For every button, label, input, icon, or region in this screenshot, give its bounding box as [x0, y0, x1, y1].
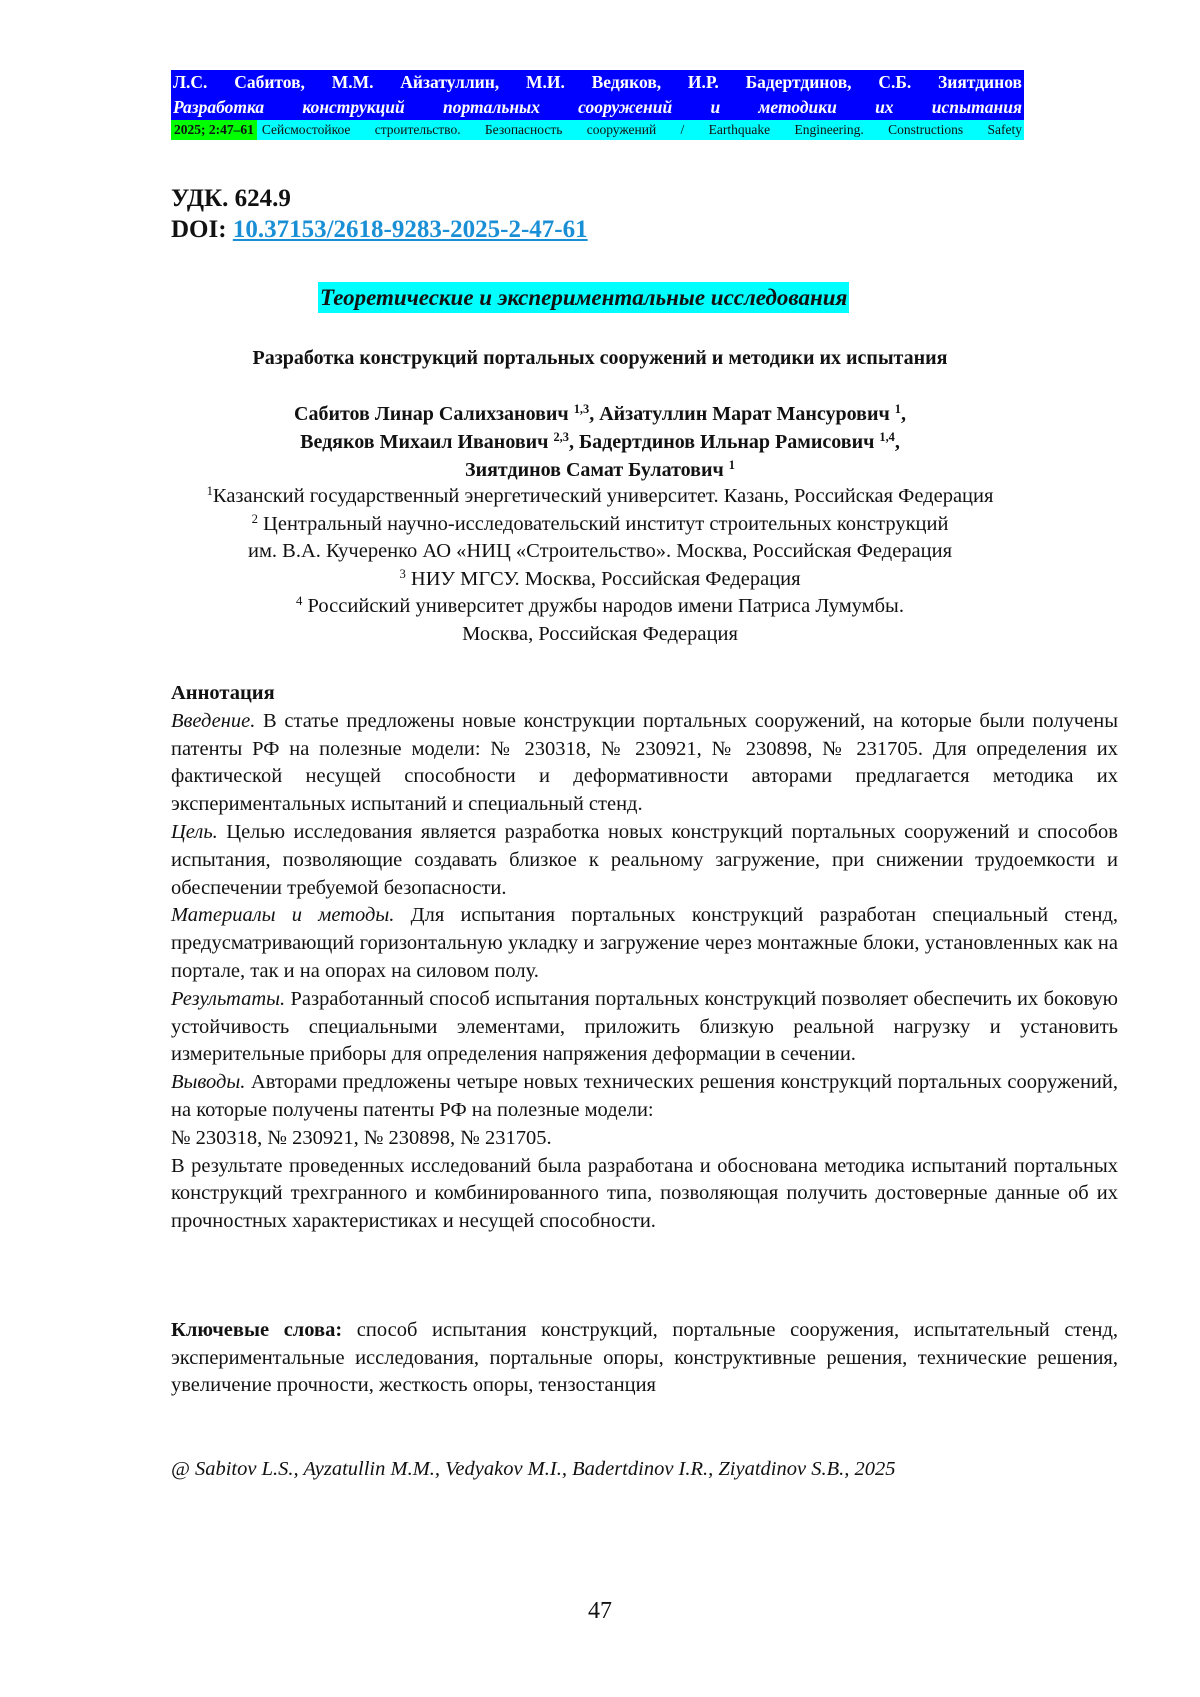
abstract-goal: [171, 819, 1118, 902]
header-journal: Сейсмостойкое строительство. Безопасность сооружений / Earthquake Engineering. Constructions Safety: [261, 122, 1022, 137]
author-separator: ,: [568, 431, 574, 453]
author-name: Бадертдинов Ильнар Рамисович: [578, 431, 875, 453]
author-separator: ,: [900, 403, 906, 425]
author-affil-sup: 1: [728, 458, 735, 473]
abstract-final: В результате проведенных исследований была разработана и обоснована методика испытаний портальных конструкций трехгранного и комбинированного типа, позволяющая получить достоверные данные об их прочностных характеристиках и несущей способности.: [171, 1154, 1118, 1233]
doi-label: DOI:: [171, 216, 227, 243]
article-title: Разработка конструкций портальных сооружений и методики их испытания: [252, 347, 948, 369]
author-affil-sup: 1,4: [879, 430, 895, 445]
abstract-lead: Материалы и методы.: [171, 904, 395, 927]
keywords-label: Ключевые слова:: [171, 1319, 343, 1341]
affiliation-sup: 4: [296, 594, 303, 609]
affiliation-2-cont: им. В.А. Кучеренко АО «НИЦ «Строительство». Москва, Российская Федерация: [247, 540, 953, 562]
author-separator: ,: [894, 431, 900, 453]
affiliation-text: Российский университет дружбы народов имени Патриса Лумумбы.: [307, 595, 904, 617]
affiliation-sup: 3: [399, 566, 406, 581]
abstract-text: В статье предложены новые конструкции портальных сооружений, на которые были получены патенты РФ на полезные модели: № 230318, № 230921, № 230898, № 231705. Для определения их фактической несущей способности и деформативности авторами предлагается методика их экспериментальных испытаний и специальный стенд.: [171, 709, 1118, 816]
abstract-text: Целью исследования является разработка новых конструкций портальных сооружений и способов испытания, позволяющие создавать близкое к реальному загружение, при снижении трудоемкости и обеспечении требуемой безопасности.: [171, 820, 1118, 899]
header-authors: Л.С. Сабитов, М.М. Айзатуллин, М.И. Ведяков, И.Р. Бадертдинов, С.Б. Зиятдинов: [171, 70, 1024, 95]
abstract-text: Для испытания портальных конструкций разработан специальный стенд, предусматривающий горизонтальную укладку и загружение через монтажные блоки, установленных как на портале, так и на опорах на силовом полу.: [171, 904, 1119, 982]
running-header: [171, 70, 1024, 140]
affiliation-2: [0, 511, 1200, 539]
abstract-text: Авторами предложены четыре новых технических решения конструкций портальных сооружений, на которые получены патенты РФ на полезные модели:: [171, 1071, 1119, 1121]
header-title: Разработка конструкций портальных сооружений и методики их испытания: [171, 95, 1024, 120]
author-affil-sup: 1,3: [573, 402, 590, 417]
header-citation-bar: [171, 120, 1024, 140]
abstract-intro: [171, 708, 1118, 819]
abstract-lead: Цель.: [171, 820, 218, 843]
keywords-text: способ испытания конструкций, портальные сооружения, испытательный стенд, экспериментальные исследования, портальные опоры, конструктивные решения, технические решения, увеличение прочности, жесткость опоры, тензостанция: [171, 1319, 1118, 1396]
author-affil-sup: 2,3: [553, 430, 569, 445]
affiliation-3: [0, 566, 1200, 594]
abstract-lead: Выводы.: [171, 1071, 246, 1094]
abstract-patents: № 230318, № 230921, № 230898, № 231705.: [171, 1126, 552, 1149]
authors-line-3: [0, 456, 1200, 484]
abstract-text: Разработанный способ испытания портальных конструкций позволяет обеспечить их боковую устойчивость специальными элементами, приложить близкую реальной нагрузку и установить измерительные приборы для определения напряжения деформации в сечении.: [171, 987, 1119, 1066]
author-name: Зиятдинов Самат Булатович: [465, 459, 724, 481]
doi-link[interactable]: 10.37153/2618-9283-2025-2-47-61: [232, 216, 588, 243]
affiliation-4: [0, 593, 1200, 621]
authors-line-1: [0, 400, 1200, 428]
affiliation-4-cont: Москва, Российская Федерация: [462, 622, 738, 645]
abstract-heading: Аннотация: [171, 682, 275, 704]
author-name: Айзатуллин Марат Мансурович: [599, 403, 890, 425]
udc: УДК. 624.9: [171, 185, 291, 212]
abstract-lead: Результаты.: [171, 987, 286, 1010]
authors-line-2: [0, 428, 1200, 456]
keywords: [171, 1317, 1118, 1400]
header-citation: 2025; 2:47–61: [171, 120, 257, 140]
udc-doi-block: [171, 183, 588, 245]
affiliation-sup: 1: [206, 484, 213, 499]
affiliation-text: Казанский государственный энергетический университет. Казань, Российская Федерация: [212, 485, 994, 507]
author-name: Сабитов Линар Салихзанович: [294, 403, 569, 425]
abstract-conclusions: [171, 1069, 1118, 1125]
affiliation-text: НИУ МГСУ. Москва, Российская Федерация: [410, 567, 801, 590]
page-number: 47: [588, 1598, 612, 1624]
affiliation-sup: 2: [251, 511, 258, 526]
affiliation-list: [0, 483, 1200, 648]
abstract-results: [171, 986, 1118, 1069]
doi-line: [171, 214, 588, 245]
affiliation-1: [0, 483, 1200, 511]
abstract: [171, 680, 1118, 1236]
author-name: Ведяков Михаил Иванович: [300, 431, 549, 453]
author-list: [0, 400, 1200, 484]
author-separator: ,: [589, 403, 595, 425]
affiliation-text: Центральный научно-исследовательский институт строительных конструкций: [263, 512, 949, 535]
section-heading: Теоретические и экспериментальные исследования: [318, 282, 849, 313]
abstract-lead: Введение.: [171, 709, 256, 732]
copyright: @ Sabitov L.S., Ayzatullin M.M., Vedyakov M.I., Badertdinov I.R., Ziyatdinov S.B., 2025: [171, 1458, 896, 1480]
abstract-methods: [171, 902, 1118, 985]
author-affil-sup: 1: [894, 402, 901, 417]
